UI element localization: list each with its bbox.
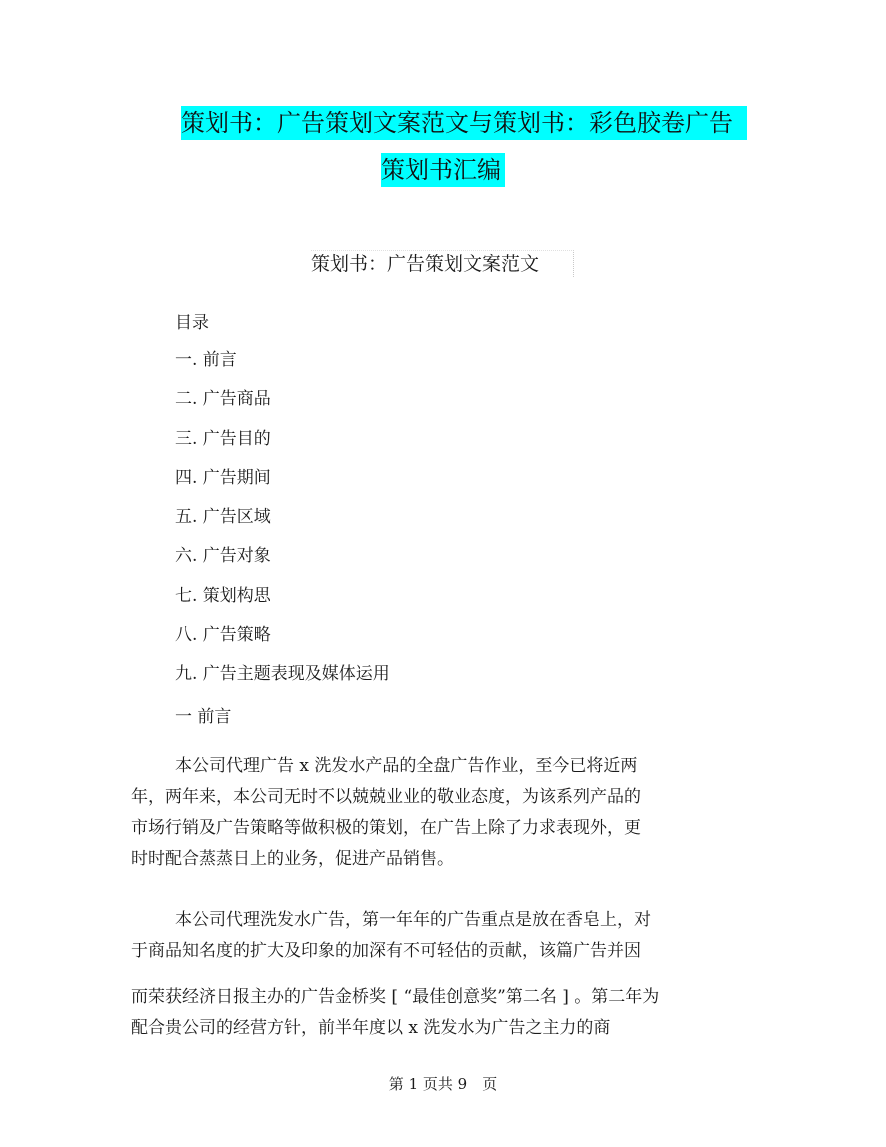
paragraph-line: 而荣获经济日报主办的广告金桥奖 [ “最佳创意奖”第二名 ] 。第二年为 <box>131 987 660 1007</box>
body-paragraph <box>131 751 731 875</box>
toc-item: 三. 广告目的 <box>175 428 271 449</box>
toc-item: 二. 广告商品 <box>175 389 271 410</box>
section-subtitle: 策划书：广告策划文案范文 <box>311 250 574 277</box>
section-heading-preface: 一 前言 <box>175 707 232 727</box>
table-of-contents <box>175 349 390 703</box>
toc-heading: 目录 <box>175 313 209 333</box>
toc-item: 一. 前言 <box>175 350 237 370</box>
paragraph-line: 本公司代理广告 x 洗发水产品的全盘广告作业，至今已将近两 <box>175 756 638 776</box>
toc-item: 七. 策划构思 <box>175 585 271 606</box>
paragraph-line: 年，两年来，本公司无时不以兢兢业业的敬业态度，为该系列产品的 <box>131 787 641 807</box>
document-title-line-1: 策划书：广告策划文案范文与策划书：彩色胶卷广告 <box>181 106 747 140</box>
paragraph-line: 配合贵公司的经营方针，前半年度以 x 洗发水为广告之主力的商 <box>131 1018 611 1038</box>
toc-item: 九. 广告主题表现及媒体运用 <box>175 664 390 685</box>
paragraph-line: 于商品知名度的扩大及印象的加深有不可轻估的贡献，该篇广告并因 <box>131 941 641 961</box>
paragraph-line: 市场行销及广告策略等做积极的策划，在广告上除了力求表现外，更 <box>131 818 641 838</box>
toc-item: 六. 广告对象 <box>175 546 271 567</box>
paragraph-line: 时时配合蒸蒸日上的业务，促进产品销售。 <box>131 849 454 869</box>
page-footer: 第 1 页共 9 页 <box>388 1075 498 1093</box>
toc-item: 八. 广告策略 <box>175 625 271 646</box>
document-title-line-2: 策划书汇编 <box>381 153 505 187</box>
body-paragraph <box>131 905 731 967</box>
paragraph-line: 本公司代理洗发水广告，第一年年的广告重点是放在香皂上，对 <box>175 910 651 930</box>
body-paragraph <box>131 982 731 1044</box>
toc-item: 五. 广告区域 <box>175 507 271 528</box>
toc-item: 四. 广告期间 <box>175 467 271 488</box>
